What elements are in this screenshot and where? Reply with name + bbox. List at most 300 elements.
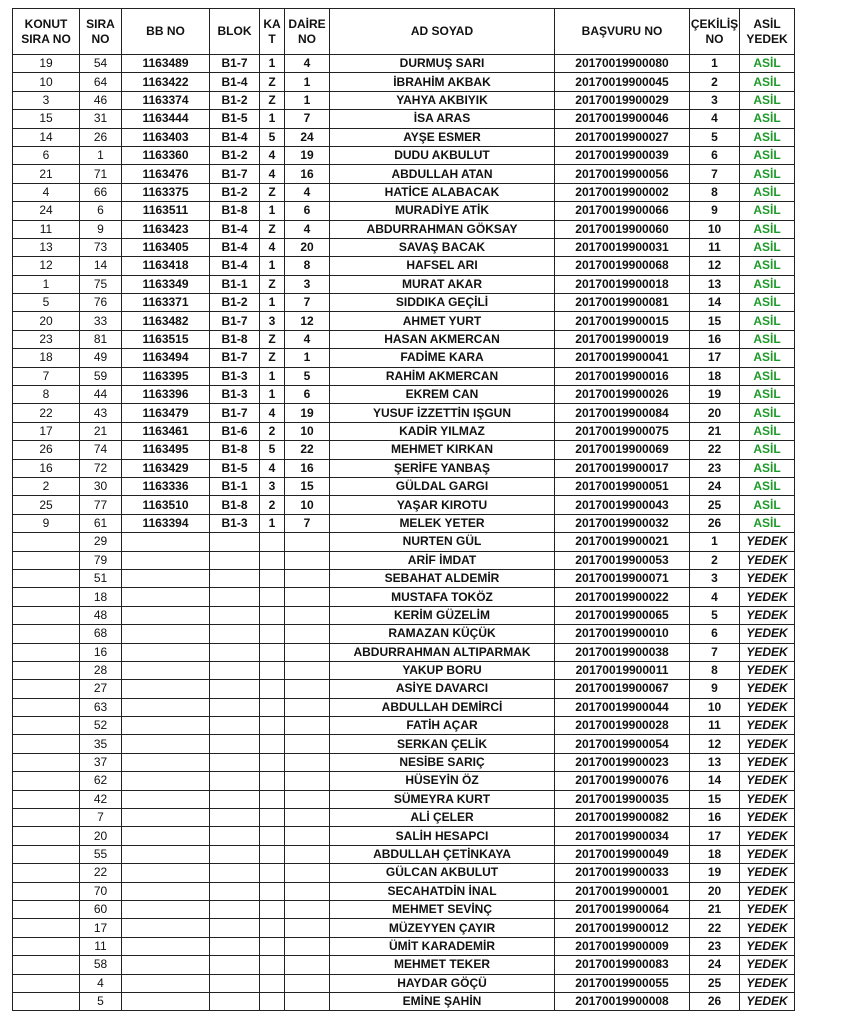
bb-no-cell: 1163422 (122, 73, 210, 91)
sira-no-cell: 55 (80, 845, 122, 863)
sira-no-cell: 51 (80, 569, 122, 587)
kat-cell: Z (260, 220, 285, 238)
cekilis-no-cell: 11 (690, 717, 740, 735)
header-kat: KA T (260, 9, 285, 55)
konut-sira-no-cell (13, 882, 80, 900)
cekilis-no-cell: 20 (690, 882, 740, 900)
ad-soyad-cell: ŞERİFE YANBAŞ (330, 459, 555, 477)
konut-sira-no-cell: 4 (13, 183, 80, 201)
sira-no-cell: 43 (80, 404, 122, 422)
konut-sira-no-cell (13, 698, 80, 716)
cekilis-no-cell: 7 (690, 643, 740, 661)
daire-no-cell (285, 919, 330, 937)
table-row (13, 753, 795, 771)
table-row (13, 735, 795, 753)
ad-soyad-cell: ABDULLAH DEMİRCİ (330, 698, 555, 716)
konut-sira-no-cell (13, 643, 80, 661)
konut-sira-no-cell: 1 (13, 275, 80, 293)
ad-soyad-cell: RAHİM AKMERCAN (330, 367, 555, 385)
sira-no-cell: 61 (80, 514, 122, 532)
konut-sira-no-cell (13, 827, 80, 845)
status-badge: YEDEK (740, 569, 795, 587)
sira-no-cell: 66 (80, 183, 122, 201)
ad-soyad-cell: ABDURRAHMAN ALTIPARMAK (330, 643, 555, 661)
table-row (13, 790, 795, 808)
cekilis-no-cell: 17 (690, 827, 740, 845)
bb-no-cell (122, 569, 210, 587)
blok-cell (210, 606, 260, 624)
table-row (13, 404, 795, 422)
ad-soyad-cell: HATİCE ALABACAK (330, 183, 555, 201)
cekilis-no-cell: 9 (690, 680, 740, 698)
bb-no-cell: 1163375 (122, 183, 210, 201)
basvuru-no-cell: 20170019900012 (555, 919, 690, 937)
blok-cell: B1-3 (210, 514, 260, 532)
basvuru-no-cell: 20170019900009 (555, 937, 690, 955)
konut-sira-no-cell (13, 533, 80, 551)
ad-soyad-cell: SAVAŞ BACAK (330, 238, 555, 256)
daire-no-cell: 1 (285, 73, 330, 91)
status-badge: ASİL (740, 257, 795, 275)
kat-cell (260, 827, 285, 845)
kat-cell: 1 (260, 367, 285, 385)
ad-soyad-cell: HÜSEYİN ÖZ (330, 772, 555, 790)
ad-soyad-cell: RAMAZAN KÜÇÜK (330, 625, 555, 643)
blok-cell (210, 588, 260, 606)
basvuru-no-cell: 20170019900038 (555, 643, 690, 661)
blok-cell: B1-5 (210, 459, 260, 477)
bb-no-cell: 1163495 (122, 441, 210, 459)
status-badge: YEDEK (740, 680, 795, 698)
bb-no-cell: 1163418 (122, 257, 210, 275)
basvuru-no-cell: 20170019900054 (555, 735, 690, 753)
ad-soyad-cell: GÜLCAN AKBULUT (330, 864, 555, 882)
ad-soyad-cell: SERKAN ÇELİK (330, 735, 555, 753)
cekilis-no-cell: 5 (690, 606, 740, 624)
kat-cell: 1 (260, 55, 285, 73)
kat-cell (260, 919, 285, 937)
table-row (13, 680, 795, 698)
header-sira-no: SIRA NO (80, 9, 122, 55)
bb-no-cell: 1163444 (122, 110, 210, 128)
table-row (13, 202, 795, 220)
cekilis-no-cell: 13 (690, 275, 740, 293)
konut-sira-no-cell (13, 809, 80, 827)
cekilis-no-cell: 26 (690, 514, 740, 532)
cekilis-no-cell: 18 (690, 367, 740, 385)
status-badge: ASİL (740, 496, 795, 514)
daire-no-cell: 3 (285, 275, 330, 293)
table-row (13, 809, 795, 827)
kat-cell: 4 (260, 146, 285, 164)
sira-no-cell: 31 (80, 110, 122, 128)
basvuru-no-cell: 20170019900008 (555, 992, 690, 1010)
ad-soyad-cell: DURMUŞ SARI (330, 55, 555, 73)
konut-sira-no-cell: 16 (13, 459, 80, 477)
blok-cell: B1-4 (210, 220, 260, 238)
basvuru-no-cell: 20170019900051 (555, 477, 690, 495)
ad-soyad-cell: EKREM CAN (330, 386, 555, 404)
kat-cell (260, 698, 285, 716)
table-row (13, 110, 795, 128)
blok-cell (210, 919, 260, 937)
daire-no-cell (285, 900, 330, 918)
basvuru-no-cell: 20170019900056 (555, 165, 690, 183)
blok-cell (210, 643, 260, 661)
kat-cell: 1 (260, 386, 285, 404)
sira-no-cell: 54 (80, 55, 122, 73)
bb-no-cell (122, 588, 210, 606)
sira-no-cell: 59 (80, 367, 122, 385)
blok-cell: B1-8 (210, 330, 260, 348)
bb-no-cell: 1163515 (122, 330, 210, 348)
basvuru-no-cell: 20170019900032 (555, 514, 690, 532)
daire-no-cell: 1 (285, 349, 330, 367)
cekilis-no-cell: 14 (690, 772, 740, 790)
cekilis-no-cell: 11 (690, 238, 740, 256)
kat-cell: 1 (260, 514, 285, 532)
status-badge: YEDEK (740, 956, 795, 974)
daire-no-cell: 15 (285, 477, 330, 495)
status-badge: YEDEK (740, 533, 795, 551)
kat-cell (260, 937, 285, 955)
bb-no-cell (122, 753, 210, 771)
header-basvuru-no: BAŞVURU NO (555, 9, 690, 55)
ad-soyad-cell: HAFSEL ARI (330, 257, 555, 275)
daire-no-cell (285, 680, 330, 698)
cekilis-no-cell: 4 (690, 588, 740, 606)
daire-no-cell: 4 (285, 55, 330, 73)
ad-soyad-cell: YAHYA AKBIYIK (330, 91, 555, 109)
bb-no-cell (122, 864, 210, 882)
sira-no-cell: 70 (80, 882, 122, 900)
cekilis-no-cell: 21 (690, 422, 740, 440)
blok-cell: B1-6 (210, 422, 260, 440)
konut-sira-no-cell (13, 772, 80, 790)
table-row (13, 441, 795, 459)
ad-soyad-cell: MUSTAFA TOKÖZ (330, 588, 555, 606)
status-badge: YEDEK (740, 992, 795, 1010)
status-badge: YEDEK (740, 551, 795, 569)
basvuru-no-cell: 20170019900053 (555, 551, 690, 569)
status-badge: ASİL (740, 275, 795, 293)
table-row (13, 257, 795, 275)
basvuru-no-cell: 20170019900049 (555, 845, 690, 863)
results-body (13, 55, 795, 1011)
basvuru-no-cell: 20170019900026 (555, 386, 690, 404)
ad-soyad-cell: FATİH AÇAR (330, 717, 555, 735)
bb-no-cell (122, 643, 210, 661)
status-badge: ASİL (740, 459, 795, 477)
blok-cell: B1-4 (210, 257, 260, 275)
daire-no-cell (285, 569, 330, 587)
sira-no-cell: 5 (80, 992, 122, 1010)
basvuru-no-cell: 20170019900084 (555, 404, 690, 422)
status-badge: ASİL (740, 165, 795, 183)
blok-cell: B1-2 (210, 91, 260, 109)
sira-no-cell: 4 (80, 974, 122, 992)
kat-cell: 1 (260, 294, 285, 312)
table-row (13, 937, 795, 955)
status-badge: YEDEK (740, 937, 795, 955)
table-row (13, 349, 795, 367)
konut-sira-no-cell: 8 (13, 386, 80, 404)
daire-no-cell: 6 (285, 386, 330, 404)
konut-sira-no-cell (13, 735, 80, 753)
blok-cell (210, 735, 260, 753)
blok-cell: B1-7 (210, 165, 260, 183)
kat-cell: Z (260, 183, 285, 201)
blok-cell: B1-4 (210, 73, 260, 91)
basvuru-no-cell: 20170019900029 (555, 91, 690, 109)
status-badge: ASİL (740, 128, 795, 146)
konut-sira-no-cell (13, 919, 80, 937)
bb-no-cell (122, 680, 210, 698)
basvuru-no-cell: 20170019900064 (555, 900, 690, 918)
daire-no-cell: 19 (285, 146, 330, 164)
daire-no-cell: 4 (285, 330, 330, 348)
basvuru-no-cell: 20170019900018 (555, 275, 690, 293)
status-badge: YEDEK (740, 900, 795, 918)
daire-no-cell: 7 (285, 514, 330, 532)
status-badge: YEDEK (740, 974, 795, 992)
kat-cell: Z (260, 330, 285, 348)
blok-cell (210, 625, 260, 643)
bb-no-cell: 1163494 (122, 349, 210, 367)
sira-no-cell: 79 (80, 551, 122, 569)
table-row (13, 588, 795, 606)
header-konut-sira-no: KONUT SIRA NO (13, 9, 80, 55)
table-row (13, 91, 795, 109)
status-badge: YEDEK (740, 606, 795, 624)
konut-sira-no-cell (13, 790, 80, 808)
kat-cell: 4 (260, 238, 285, 256)
cekilis-no-cell: 10 (690, 698, 740, 716)
ad-soyad-cell: SEBAHAT ALDEMİR (330, 569, 555, 587)
kat-cell (260, 606, 285, 624)
basvuru-no-cell: 20170019900021 (555, 533, 690, 551)
ad-soyad-cell: SECAHATDİN İNAL (330, 882, 555, 900)
blok-cell: B1-7 (210, 404, 260, 422)
konut-sira-no-cell: 12 (13, 257, 80, 275)
status-badge: ASİL (740, 404, 795, 422)
bb-no-cell: 1163374 (122, 91, 210, 109)
sira-no-cell: 72 (80, 459, 122, 477)
blok-cell: B1-7 (210, 349, 260, 367)
header-cekilis-no: ÇEKİLİŞ NO (690, 9, 740, 55)
basvuru-no-cell: 20170019900010 (555, 625, 690, 643)
table-row (13, 459, 795, 477)
sira-no-cell: 63 (80, 698, 122, 716)
table-row (13, 496, 795, 514)
konut-sira-no-cell: 17 (13, 422, 80, 440)
kat-cell (260, 992, 285, 1010)
bb-no-cell (122, 845, 210, 863)
table-row (13, 73, 795, 91)
daire-no-cell: 12 (285, 312, 330, 330)
cekilis-no-cell: 17 (690, 349, 740, 367)
konut-sira-no-cell (13, 569, 80, 587)
table-row (13, 275, 795, 293)
status-badge: ASİL (740, 312, 795, 330)
status-badge: ASİL (740, 294, 795, 312)
bb-no-cell (122, 809, 210, 827)
daire-no-cell: 7 (285, 110, 330, 128)
table-row (13, 772, 795, 790)
status-badge: ASİL (740, 110, 795, 128)
blok-cell (210, 992, 260, 1010)
basvuru-no-cell: 20170019900066 (555, 202, 690, 220)
konut-sira-no-cell: 22 (13, 404, 80, 422)
cekilis-no-cell: 8 (690, 661, 740, 679)
konut-sira-no-cell: 20 (13, 312, 80, 330)
blok-cell: B1-2 (210, 183, 260, 201)
sira-no-cell: 46 (80, 91, 122, 109)
konut-sira-no-cell (13, 845, 80, 863)
status-badge: ASİL (740, 183, 795, 201)
blok-cell: B1-1 (210, 275, 260, 293)
table-row (13, 55, 795, 73)
blok-cell: B1-2 (210, 146, 260, 164)
kat-cell (260, 790, 285, 808)
blok-cell (210, 717, 260, 735)
sira-no-cell: 35 (80, 735, 122, 753)
cekilis-no-cell: 5 (690, 128, 740, 146)
sira-no-cell: 27 (80, 680, 122, 698)
bb-no-cell (122, 698, 210, 716)
konut-sira-no-cell: 23 (13, 330, 80, 348)
konut-sira-no-cell: 25 (13, 496, 80, 514)
status-badge: ASİL (740, 422, 795, 440)
daire-no-cell (285, 956, 330, 974)
bb-no-cell (122, 717, 210, 735)
daire-no-cell: 24 (285, 128, 330, 146)
blok-cell (210, 809, 260, 827)
konut-sira-no-cell (13, 661, 80, 679)
basvuru-no-cell: 20170019900060 (555, 220, 690, 238)
table-row (13, 569, 795, 587)
basvuru-no-cell: 20170019900039 (555, 146, 690, 164)
basvuru-no-cell: 20170019900031 (555, 238, 690, 256)
kat-cell (260, 845, 285, 863)
basvuru-no-cell: 20170019900022 (555, 588, 690, 606)
daire-no-cell (285, 790, 330, 808)
table-row (13, 827, 795, 845)
daire-no-cell: 1 (285, 91, 330, 109)
status-badge: ASİL (740, 202, 795, 220)
status-badge: ASİL (740, 330, 795, 348)
status-badge: ASİL (740, 349, 795, 367)
basvuru-no-cell: 20170019900046 (555, 110, 690, 128)
bb-no-cell (122, 827, 210, 845)
bb-no-cell (122, 974, 210, 992)
konut-sira-no-cell: 5 (13, 294, 80, 312)
kat-cell (260, 753, 285, 771)
ad-soyad-cell: ABDULLAH ATAN (330, 165, 555, 183)
kat-cell (260, 772, 285, 790)
sira-no-cell: 1 (80, 146, 122, 164)
bb-no-cell (122, 606, 210, 624)
table-row (13, 220, 795, 238)
konut-sira-no-cell (13, 992, 80, 1010)
blok-cell (210, 974, 260, 992)
bb-no-cell: 1163371 (122, 294, 210, 312)
table-row (13, 974, 795, 992)
basvuru-no-cell: 20170019900080 (555, 55, 690, 73)
ad-soyad-cell: MÜZEYYEN ÇAYIR (330, 919, 555, 937)
status-badge: YEDEK (740, 845, 795, 863)
blok-cell (210, 882, 260, 900)
daire-no-cell (285, 551, 330, 569)
ad-soyad-cell: HAYDAR GÖÇÜ (330, 974, 555, 992)
ad-soyad-cell: MELEK YETER (330, 514, 555, 532)
status-badge: ASİL (740, 386, 795, 404)
daire-no-cell: 20 (285, 238, 330, 256)
cekilis-no-cell: 16 (690, 809, 740, 827)
bb-no-cell (122, 956, 210, 974)
basvuru-no-cell: 20170019900075 (555, 422, 690, 440)
blok-cell (210, 900, 260, 918)
ad-soyad-cell: İSA ARAS (330, 110, 555, 128)
blok-cell: B1-8 (210, 441, 260, 459)
sira-no-cell: 22 (80, 864, 122, 882)
cekilis-no-cell: 15 (690, 790, 740, 808)
cekilis-no-cell: 19 (690, 864, 740, 882)
cekilis-no-cell: 25 (690, 974, 740, 992)
basvuru-no-cell: 20170019900041 (555, 349, 690, 367)
basvuru-no-cell: 20170019900069 (555, 441, 690, 459)
konut-sira-no-cell (13, 937, 80, 955)
blok-cell: B1-8 (210, 496, 260, 514)
kat-cell (260, 569, 285, 587)
kat-cell (260, 882, 285, 900)
blok-cell (210, 845, 260, 863)
basvuru-no-cell: 20170019900045 (555, 73, 690, 91)
results-table (12, 8, 795, 1011)
kat-cell: 3 (260, 312, 285, 330)
basvuru-no-cell: 20170019900083 (555, 956, 690, 974)
bb-no-cell (122, 735, 210, 753)
table-row (13, 238, 795, 256)
status-badge: ASİL (740, 91, 795, 109)
kat-cell: 1 (260, 110, 285, 128)
table-row (13, 312, 795, 330)
kat-cell (260, 588, 285, 606)
table-row (13, 422, 795, 440)
ad-soyad-cell: SÜMEYRA KURT (330, 790, 555, 808)
status-badge: YEDEK (740, 735, 795, 753)
kat-cell: Z (260, 275, 285, 293)
bb-no-cell: 1163489 (122, 55, 210, 73)
blok-cell (210, 790, 260, 808)
ad-soyad-cell: ALİ ÇELER (330, 809, 555, 827)
status-badge: YEDEK (740, 882, 795, 900)
basvuru-no-cell: 20170019900023 (555, 753, 690, 771)
daire-no-cell: 16 (285, 165, 330, 183)
blok-cell: B1-4 (210, 128, 260, 146)
blok-cell (210, 680, 260, 698)
cekilis-no-cell: 22 (690, 441, 740, 459)
cekilis-no-cell: 23 (690, 937, 740, 955)
sira-no-cell: 16 (80, 643, 122, 661)
bb-no-cell: 1163511 (122, 202, 210, 220)
table-row (13, 992, 795, 1010)
kat-cell: Z (260, 73, 285, 91)
daire-no-cell (285, 882, 330, 900)
basvuru-no-cell: 20170019900043 (555, 496, 690, 514)
blok-cell (210, 827, 260, 845)
ad-soyad-cell: MURADİYE ATİK (330, 202, 555, 220)
